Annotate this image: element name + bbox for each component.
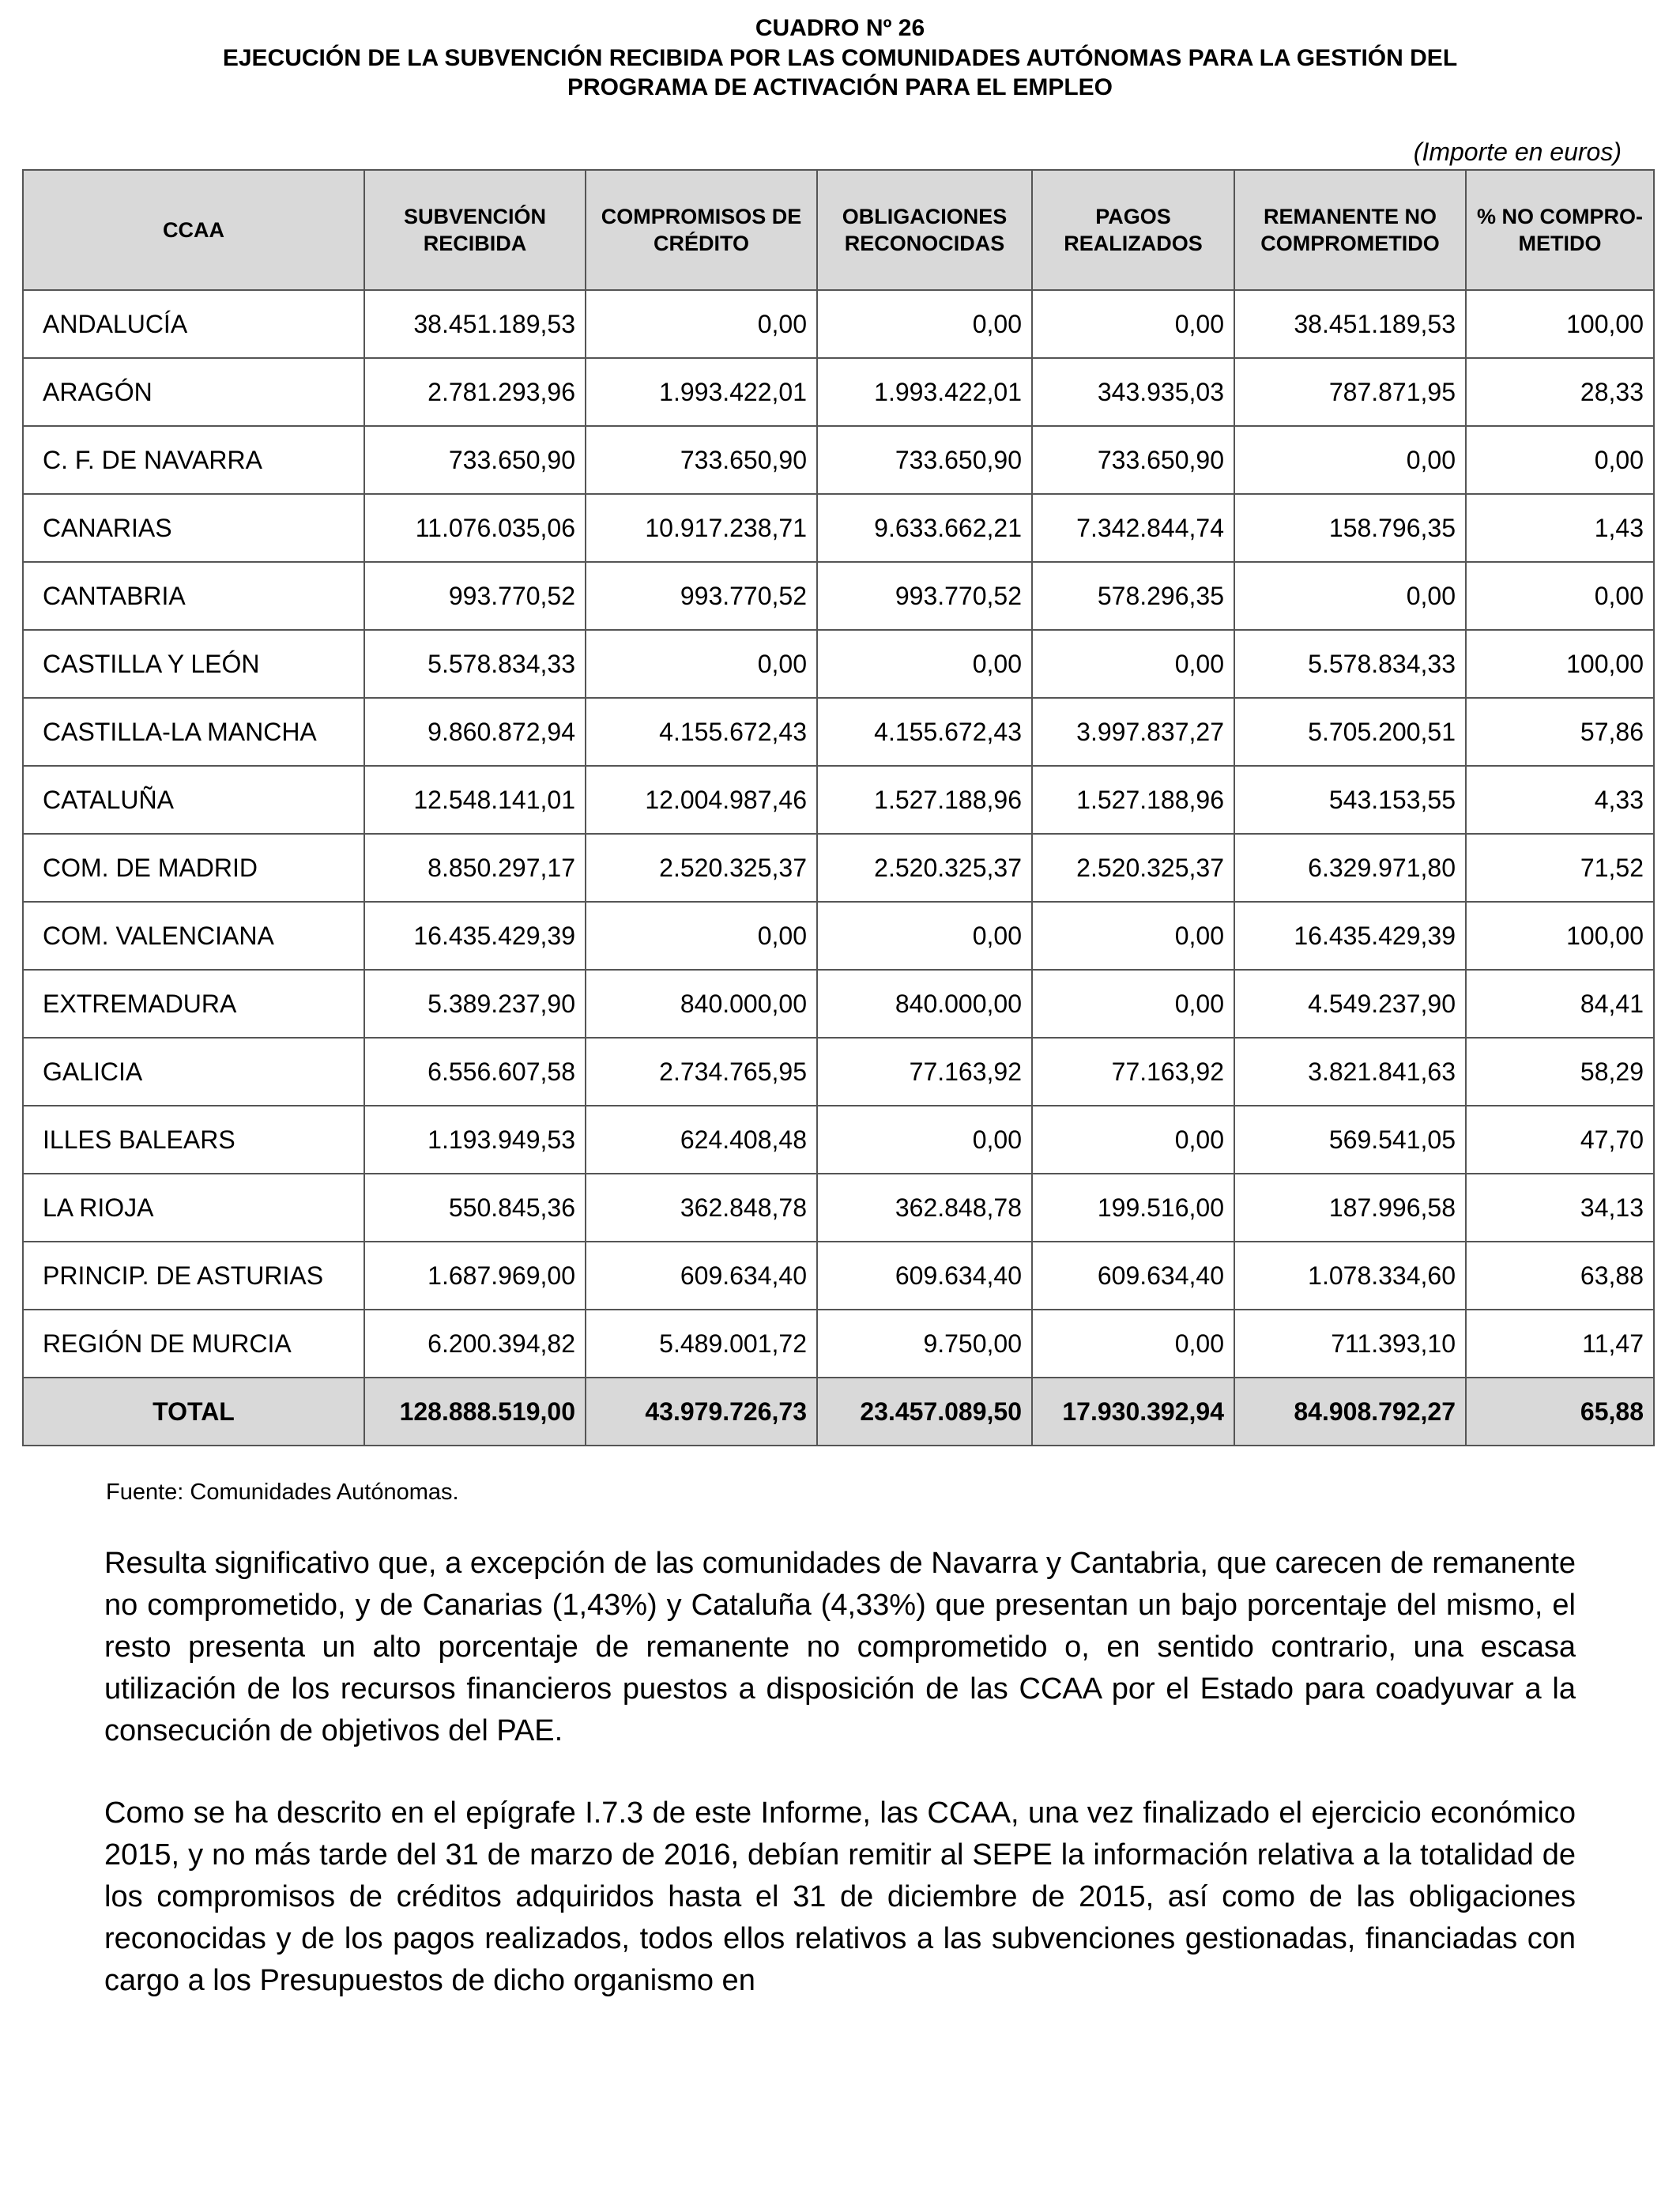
execution-table (22, 169, 1655, 1446)
value-cell: 1.993.422,01 (586, 358, 817, 426)
region-name-cell: COM. VALENCIANA (23, 902, 364, 970)
table-row (23, 1038, 1654, 1106)
total-cell: 128.888.519,00 (364, 1378, 586, 1446)
value-cell: 0,00 (586, 902, 817, 970)
source-note: Fuente: Comunidades Autónomas. (106, 1480, 459, 1505)
value-cell: 57,86 (1466, 698, 1654, 766)
total-cell: 84.908.792,27 (1234, 1378, 1466, 1446)
value-cell: 38.451.189,53 (364, 290, 586, 358)
value-cell: 733.650,90 (586, 426, 817, 494)
value-cell: 9.633.662,21 (817, 494, 1032, 562)
value-cell: 4.155.672,43 (586, 698, 817, 766)
value-cell: 0,00 (817, 1106, 1032, 1174)
region-name-cell: CASTILLA-LA MANCHA (23, 698, 364, 766)
region-name-cell: ILLES BALEARS (23, 1106, 364, 1174)
region-name-cell: CANTABRIA (23, 562, 364, 630)
value-cell: 343.935,03 (1032, 358, 1234, 426)
value-cell: 38.451.189,53 (1234, 290, 1466, 358)
value-cell: 993.770,52 (586, 562, 817, 630)
table-row (23, 902, 1654, 970)
table-row (23, 1242, 1654, 1310)
value-cell: 3.821.841,63 (1234, 1038, 1466, 1106)
value-cell: 0,00 (1032, 290, 1234, 358)
value-cell: 993.770,52 (817, 562, 1032, 630)
value-cell: 4,33 (1466, 766, 1654, 834)
total-cell: 43.979.726,73 (586, 1378, 817, 1446)
table-row (23, 358, 1654, 426)
table-row (23, 630, 1654, 698)
value-cell: 2.520.325,37 (817, 834, 1032, 902)
column-header: OBLIGACIONES RECONOCIDAS (817, 170, 1032, 290)
value-cell: 2.734.765,95 (586, 1038, 817, 1106)
value-cell: 0,00 (1234, 562, 1466, 630)
value-cell: 11.076.035,06 (364, 494, 586, 562)
table-row (23, 970, 1654, 1038)
value-cell: 362.848,78 (817, 1174, 1032, 1242)
value-cell: 5.489.001,72 (586, 1310, 817, 1378)
value-cell: 543.153,55 (1234, 766, 1466, 834)
value-cell: 34,13 (1466, 1174, 1654, 1242)
column-header: REMANENTE NO COMPROMETIDO (1234, 170, 1466, 290)
table-title-line-2: PROGRAMA DE ACTIVACIÓN PARA EL EMPLEO (567, 74, 1113, 100)
total-cell: TOTAL (23, 1378, 364, 1446)
value-cell: 6.556.607,58 (364, 1038, 586, 1106)
unit-note: (Importe en euros) (1413, 138, 1622, 166)
value-cell: 362.848,78 (586, 1174, 817, 1242)
value-cell: 4.155.672,43 (817, 698, 1032, 766)
value-cell: 6.200.394,82 (364, 1310, 586, 1378)
region-name-cell: LA RIOJA (23, 1174, 364, 1242)
region-name-cell: C. F. DE NAVARRA (23, 426, 364, 494)
value-cell: 1,43 (1466, 494, 1654, 562)
region-name-cell: COM. DE MADRID (23, 834, 364, 902)
value-cell: 2.520.325,37 (1032, 834, 1234, 902)
value-cell: 0,00 (1032, 970, 1234, 1038)
value-cell: 609.634,40 (817, 1242, 1032, 1310)
value-cell: 609.634,40 (586, 1242, 817, 1310)
value-cell: 84,41 (1466, 970, 1654, 1038)
value-cell: 187.996,58 (1234, 1174, 1466, 1242)
value-cell: 47,70 (1466, 1106, 1654, 1174)
value-cell: 1.993.422,01 (817, 358, 1032, 426)
region-name-cell: REGIÓN DE MURCIA (23, 1310, 364, 1378)
column-header: % NO COMPRO-METIDO (1466, 170, 1654, 290)
value-cell: 550.845,36 (364, 1174, 586, 1242)
value-cell: 733.650,90 (817, 426, 1032, 494)
value-cell: 158.796,35 (1234, 494, 1466, 562)
value-cell: 9.750,00 (817, 1310, 1032, 1378)
value-cell: 9.860.872,94 (364, 698, 586, 766)
body-paragraph: Como se ha descrito en el epígrafe I.7.3 de este Informe, las CCAA, una vez finalizado el ejercicio económico 2015, y no más tarde del 31 de marzo de 2016, debían remitir al SEPE la información relativa a la totalidad de los compromisos de créditos adquiridos hasta el 31 de diciembre de 2015, así como de las obligaciones reconocidas y de los pagos realizados, todos ellos relativos a las subvenciones gestionadas, financiadas con cargo a los Presupuestos de dicho organismo en (104, 1796, 1576, 1997)
region-name-cell: PRINCIP. DE ASTURIAS (23, 1242, 364, 1310)
value-cell: 569.541,05 (1234, 1106, 1466, 1174)
value-cell: 609.634,40 (1032, 1242, 1234, 1310)
value-cell: 0,00 (817, 290, 1032, 358)
value-cell: 71,52 (1466, 834, 1654, 902)
region-name-cell: CATALUÑA (23, 766, 364, 834)
table-row (23, 834, 1654, 902)
value-cell: 16.435.429,39 (1234, 902, 1466, 970)
value-cell: 1.078.334,60 (1234, 1242, 1466, 1310)
value-cell: 840.000,00 (586, 970, 817, 1038)
value-cell: 0,00 (817, 630, 1032, 698)
value-cell: 16.435.429,39 (364, 902, 586, 970)
value-cell: 0,00 (1466, 562, 1654, 630)
body-paragraph: Resulta significativo que, a excepción de las comunidades de Navarra y Cantabria, que carecen de remanente no comprometido, y de Canarias (1,43%) y Cataluña (4,33%) que presentan un bajo porcentaje del mismo, el resto presenta un alto porcentaje de remanente no comprometido o, en sentido contrario, una escasa utilización de los recursos financieros puestos a disposición de las CCAA por el Estado para coadyuvar a la consecución de objetivos del PAE. (104, 1547, 1576, 1747)
value-cell: 58,29 (1466, 1038, 1654, 1106)
column-header: CCAA (23, 170, 364, 290)
region-name-cell: ARAGÓN (23, 358, 364, 426)
column-header: PAGOS REALIZADOS (1032, 170, 1234, 290)
value-cell: 77.163,92 (1032, 1038, 1234, 1106)
column-header: SUBVENCIÓN RECIBIDA (364, 170, 586, 290)
value-cell: 5.389.237,90 (364, 970, 586, 1038)
value-cell: 0,00 (1234, 426, 1466, 494)
table-row (23, 290, 1654, 358)
region-name-cell: ANDALUCÍA (23, 290, 364, 358)
value-cell: 10.917.238,71 (586, 494, 817, 562)
table-row (23, 1310, 1654, 1378)
value-cell: 12.548.141,01 (364, 766, 586, 834)
table-row (23, 698, 1654, 766)
value-cell: 840.000,00 (817, 970, 1032, 1038)
table-row (23, 766, 1654, 834)
value-cell: 0,00 (1032, 902, 1234, 970)
value-cell: 1.193.949,53 (364, 1106, 586, 1174)
table-row (23, 494, 1654, 562)
value-cell: 993.770,52 (364, 562, 586, 630)
value-cell: 100,00 (1466, 630, 1654, 698)
value-cell: 0,00 (586, 290, 817, 358)
value-cell: 5.578.834,33 (1234, 630, 1466, 698)
value-cell: 1.527.188,96 (1032, 766, 1234, 834)
value-cell: 7.342.844,74 (1032, 494, 1234, 562)
value-cell: 578.296,35 (1032, 562, 1234, 630)
total-row (23, 1378, 1654, 1446)
value-cell: 1.527.188,96 (817, 766, 1032, 834)
total-cell: 17.930.392,94 (1032, 1378, 1234, 1446)
table-row (23, 1174, 1654, 1242)
value-cell: 787.871,95 (1234, 358, 1466, 426)
value-cell: 100,00 (1466, 902, 1654, 970)
value-cell: 100,00 (1466, 290, 1654, 358)
value-cell: 733.650,90 (1032, 426, 1234, 494)
value-cell: 0,00 (1032, 1310, 1234, 1378)
value-cell: 2.520.325,37 (586, 834, 817, 902)
value-cell: 0,00 (1466, 426, 1654, 494)
value-cell: 6.329.971,80 (1234, 834, 1466, 902)
value-cell: 711.393,10 (1234, 1310, 1466, 1378)
value-cell: 77.163,92 (817, 1038, 1032, 1106)
value-cell: 5.705.200,51 (1234, 698, 1466, 766)
value-cell: 11,47 (1466, 1310, 1654, 1378)
region-name-cell: GALICIA (23, 1038, 364, 1106)
value-cell: 0,00 (586, 630, 817, 698)
table-number-title: CUADRO Nº 26 (755, 15, 925, 41)
table-header-row (23, 170, 1654, 290)
value-cell: 733.650,90 (364, 426, 586, 494)
region-name-cell: CANARIAS (23, 494, 364, 562)
value-cell: 8.850.297,17 (364, 834, 586, 902)
value-cell: 2.781.293,96 (364, 358, 586, 426)
value-cell: 1.687.969,00 (364, 1242, 586, 1310)
table-row (23, 426, 1654, 494)
value-cell: 12.004.987,46 (586, 766, 817, 834)
total-cell: 65,88 (1466, 1378, 1654, 1446)
value-cell: 624.408,48 (586, 1106, 817, 1174)
value-cell: 0,00 (1032, 630, 1234, 698)
value-cell: 63,88 (1466, 1242, 1654, 1310)
value-cell: 28,33 (1466, 358, 1654, 426)
value-cell: 3.997.837,27 (1032, 698, 1234, 766)
column-header: COMPROMISOS DE CRÉDITO (586, 170, 817, 290)
region-name-cell: EXTREMADURA (23, 970, 364, 1038)
total-cell: 23.457.089,50 (817, 1378, 1032, 1446)
value-cell: 0,00 (817, 902, 1032, 970)
value-cell: 199.516,00 (1032, 1174, 1234, 1242)
value-cell: 4.549.237,90 (1234, 970, 1466, 1038)
value-cell: 0,00 (1032, 1106, 1234, 1174)
table-title-line-1: EJECUCIÓN DE LA SUBVENCIÓN RECIBIDA POR LAS COMUNIDADES AUTÓNOMAS PARA LA GESTIÓN DEL (222, 45, 1458, 71)
region-name-cell: CASTILLA Y LEÓN (23, 630, 364, 698)
value-cell: 5.578.834,33 (364, 630, 586, 698)
table-row (23, 562, 1654, 630)
table-row (23, 1106, 1654, 1174)
